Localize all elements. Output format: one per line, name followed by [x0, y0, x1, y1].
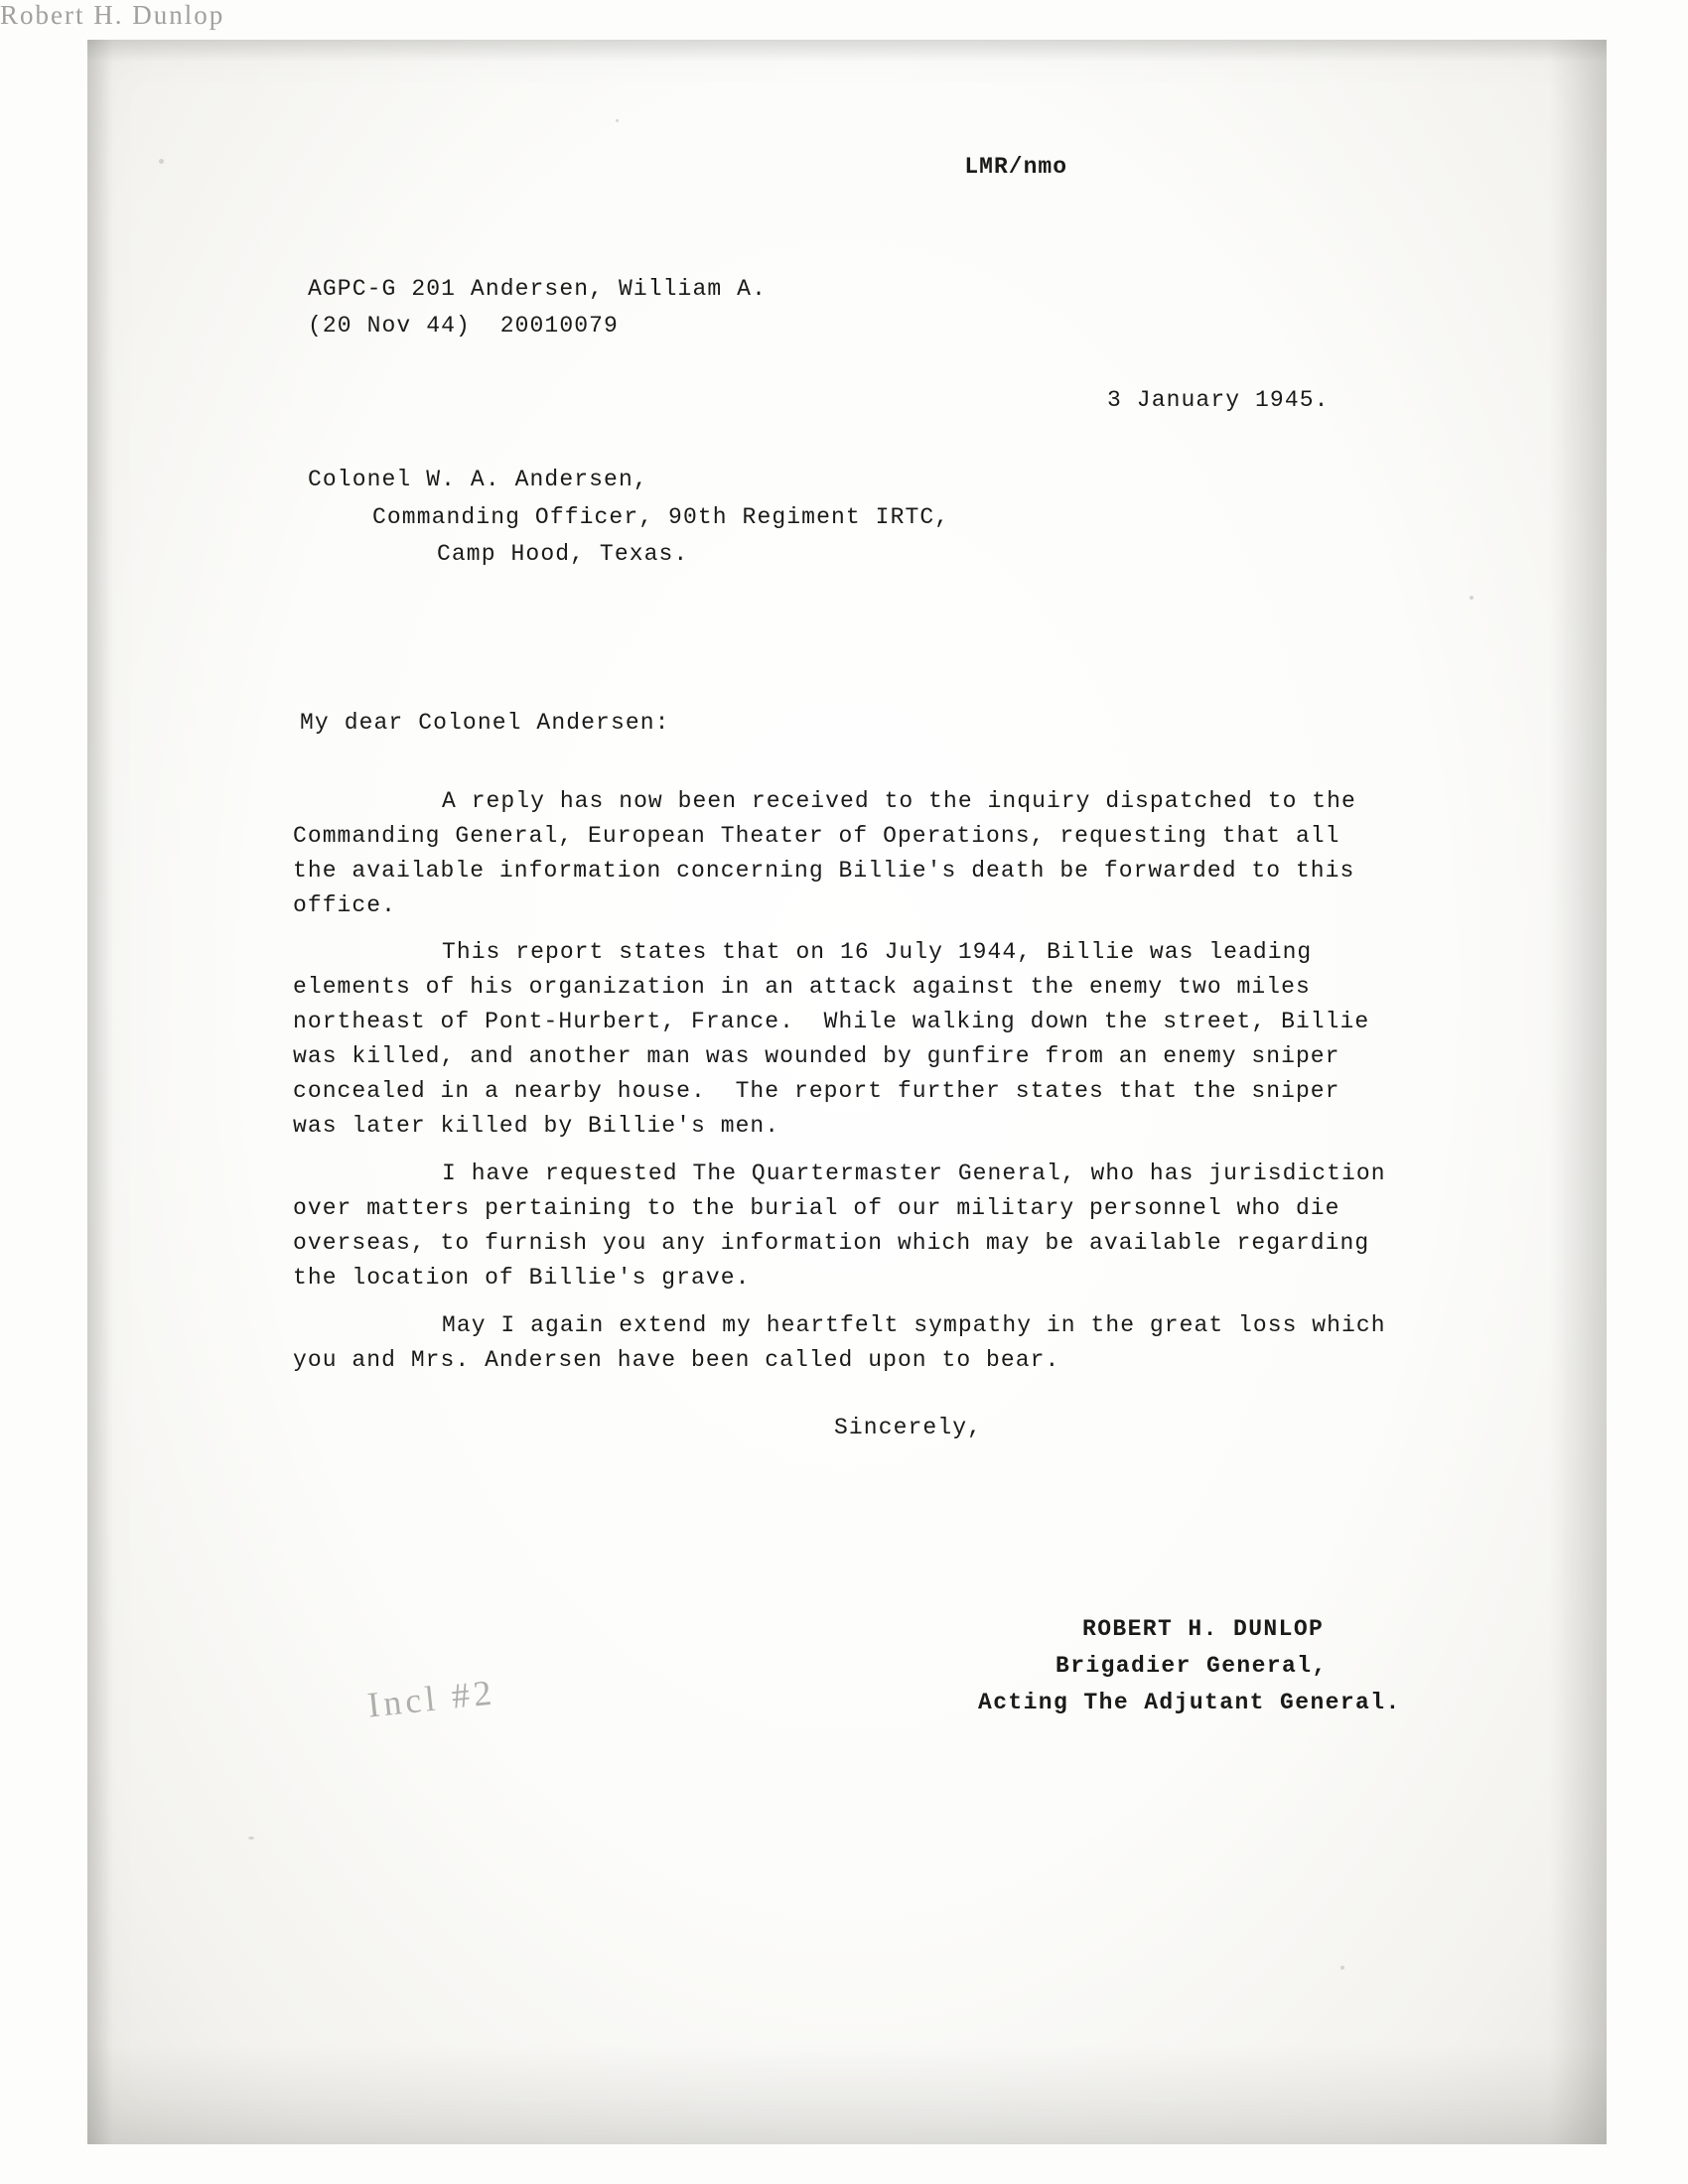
- scan-speck: [616, 119, 619, 122]
- body-paragraph-2: This report states that on 16 July 1944, Billie was leading elements of his organization in an attack against the enemy two miles northeast of Pont-Hurbert, France. While walking down the street, Billie was killed, and another man was wounded by gunfire from an enemy sniper concealed in a nearby house. The report further states that the sniper was later killed by Billie's men.: [293, 939, 1385, 1139]
- scan-speck: [248, 1837, 254, 1840]
- file-reference-line-1: AGPC-G 201 Andersen, William A.: [308, 276, 767, 302]
- scan-speck: [1470, 596, 1474, 600]
- salutation: My dear Colonel Andersen:: [300, 710, 670, 736]
- scan-edge-shadow-right: [1549, 40, 1607, 2144]
- scan-edge-shadow-bottom: [87, 2045, 1607, 2144]
- addressee-line-1: Colonel W. A. Andersen,: [308, 467, 648, 492]
- reference-code: LMR/nmo: [964, 154, 1067, 180]
- signature-block-name: ROBERT H. DUNLOP: [1082, 1616, 1325, 1642]
- handwritten-signature: Robert H. Dunlop: [0, 0, 225, 30]
- scan-speck: [159, 159, 164, 164]
- handwritten-annotation: Incl #2: [365, 1672, 497, 1725]
- letter-date: 3 January 1945.: [1107, 387, 1330, 413]
- body-paragraph-3: I have requested The Quartermaster General, who has jurisdiction over matters pertaining to the burial of our military personnel who die overseas, to furnish you any information which may be available regarding the location of Billie's grave.: [293, 1160, 1401, 1291]
- addressee-line-2: Commanding Officer, 90th Regiment IRTC,: [372, 504, 950, 530]
- signature-block-title-2: Acting The Adjutant General.: [978, 1690, 1401, 1715]
- signature-block-title-1: Brigadier General,: [1055, 1653, 1328, 1679]
- addressee-line-3: Camp Hood, Texas.: [437, 541, 689, 567]
- body-paragraph-4: May I again extend my heartfelt sympathy in the great loss which you and Mrs. Andersen have been called upon to bear.: [293, 1312, 1401, 1373]
- scan-edge-shadow-top: [87, 40, 1607, 62]
- scan-speck: [1340, 1966, 1344, 1970]
- file-reference-line-2: (20 Nov 44) 20010079: [308, 313, 619, 339]
- body-paragraph-1: A reply has now been received to the inquiry dispatched to the Commanding General, European Theater of Operations, requesting that all the available information concerning Billie's death be forwarded to this office.: [293, 788, 1371, 918]
- closing-line: Sincerely,: [834, 1415, 983, 1440]
- scan-edge-shadow-left: [87, 40, 113, 2144]
